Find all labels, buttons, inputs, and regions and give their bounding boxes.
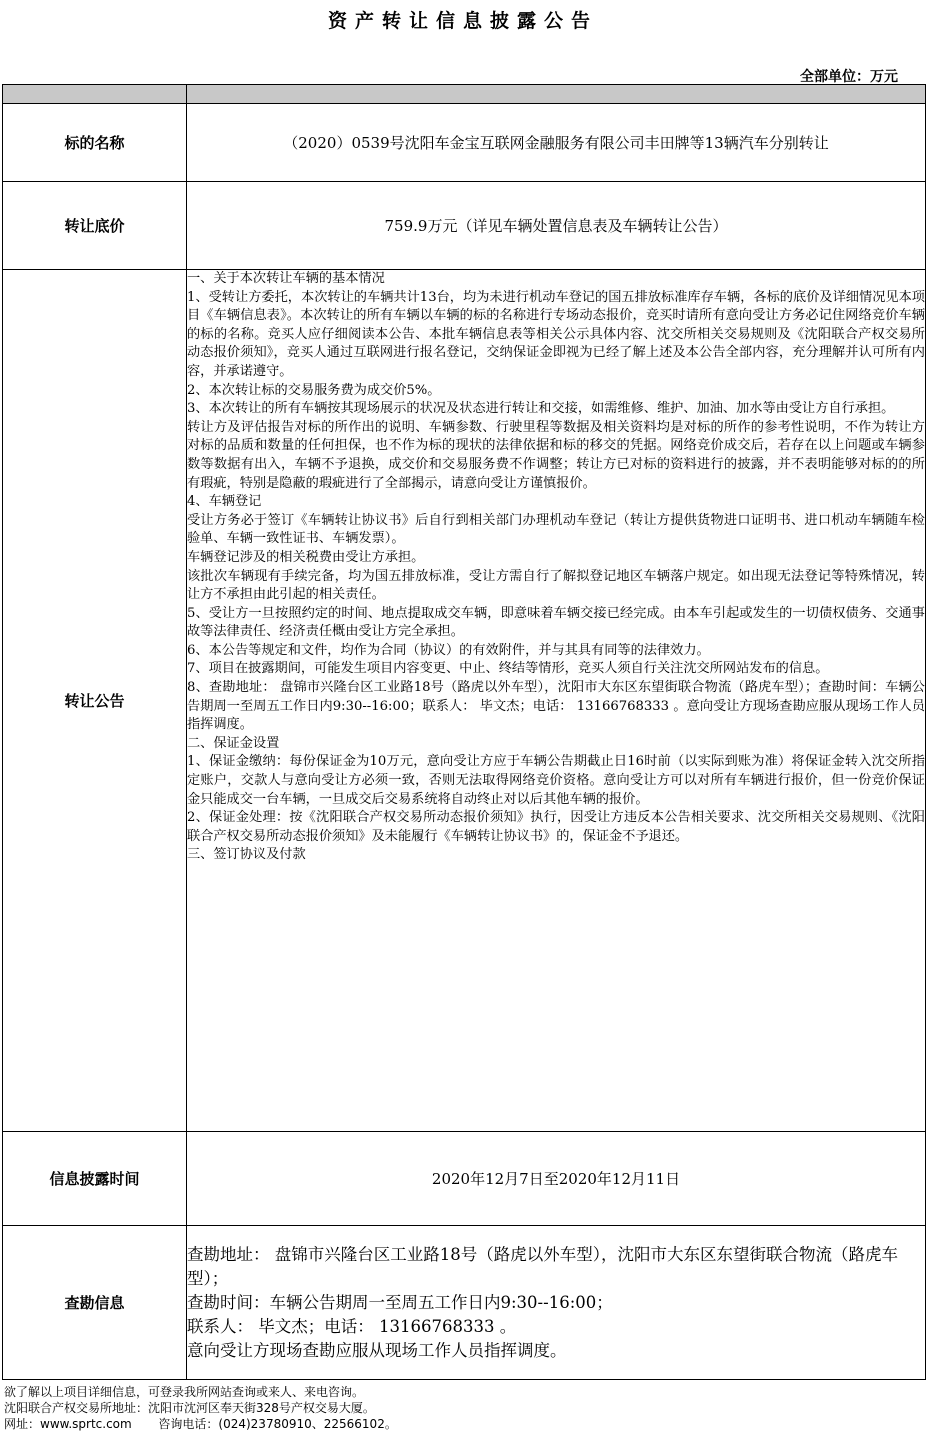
transfer-notice-label: 转让公告 <box>3 270 187 1132</box>
row-subject-name <box>3 104 926 182</box>
disclosure-time-value: 2020年12月7日至2020年12月11日 <box>187 1132 926 1226</box>
notice-paragraph: 6、本公告等规定和文件，均作为合同（协议）的有效附件，并与其具有同等的法律效力。 <box>187 642 710 658</box>
notice-paragraph: 2、保证金处理：按《沈阳联合产权交易所动态报价须知》执行，因受让方违反本公告相关要求、沈交所相关交易规则、《沈阳联合产权交易所动态报价须知》及未能履行《车辆转让协议书》的，保证金不予退还。 <box>187 810 925 844</box>
info-table <box>2 84 926 1380</box>
inspection-info-label: 查勘信息 <box>3 1226 187 1380</box>
reserve-price-label: 转让底价 <box>3 182 187 270</box>
notice-paragraph: 5、受让方一旦按照约定的时间、地点提取成交车辆，即意味着车辆交接已经完成。由本车引起或发生的一切债权债务、交通事故等法律责任、经济责任概由受让方完全承担。 <box>187 605 925 640</box>
notice-paragraph: 转让方及评估报告对标的所作出的说明、车辆参数、行驶里程等数据及相关资料均是对标的所作的参考性说明，不作为转让方对标的品质和数量的任何担保，也不作为标的现状的法律依据和标的移交的凭据。网络竞价成交后，若存在以上问题或车辆参数等数据有出入，车辆不予退换，成交价和交易服务费不作调整；转让方已对标的资料进行的披露，并不表明能够对标的的所有瑕疵，特别是隐蔽的瑕疵进行了全部揭示，请意向受让方谨慎报价。 <box>187 419 925 491</box>
notice-paragraph: 3、本次转让的所有车辆按其现场展示的状况及状态进行转让和交接，如需维修、维护、加油、加水等由受让方自行承担。 <box>187 401 895 417</box>
inspection-address: 查勘地址： 盘锦市兴隆台区工业路18号（路虎以外车型），沈阳市大东区东望街联合物流（路虎车型）； <box>187 1244 898 1288</box>
notice-paragraph: 2、本次转让标的交易服务费为成交价5%。 <box>187 382 441 398</box>
row-reserve-price <box>3 182 926 270</box>
subject-name-label: 标的名称 <box>3 104 187 182</box>
footer-line-inquiry: 欲了解以上项目详细信息，可登录我所网站查询或来人、来电咨询。 <box>4 1385 365 1399</box>
page-title: 资产转让信息披露公告 <box>327 10 598 32</box>
notice-paragraph: 一、关于本次转让车辆的基本情况 <box>187 271 385 286</box>
notice-paragraph: 1、受转让方委托，本次转让的车辆共计13台，均为未进行机动车登记的国五排放标准库存车辆，各标的底价及详细情况见本项目《车辆信息表》。本次转让的所有车辆以车辆的标的名称进行专场动态报价，竞买时请所有意向受让方务必记住网络竞价车辆的标的名称。竞买人应仔细阅读本公告、本批车辆信息表等相关公示具体内容、沈交所相关交易规则及《沈阳联合产权交易所动态报价须知》，竞买人通过互联网进行报名登记，交纳保证金即视为已经了解上述及本公告全部内容，充分理解并认可所有内容，并承诺遵守。 <box>187 289 925 379</box>
notice-paragraph: 该批次车辆现有手续完备，均为国五排放标准，受让方需自行了解拟登记地区车辆落户规定。如出现无法登记等特殊情况，转让方不承担由此引起的相关责任。 <box>187 568 925 603</box>
reserve-price-value: 759.9万元（详见车辆处置信息表及车辆转让公告） <box>187 182 926 270</box>
header-cell-right <box>187 85 926 104</box>
notice-paragraph: 7、项目在披露期间，可能发生项目内容变更、中止、终结等情形，竞买人须自行关注沈交所网站发布的信息。 <box>187 661 829 677</box>
notice-paragraph: 1、保证金缴纳：每份保证金为10万元，意向受让方应于车辆公告期截止日16时前（以实际到账为准）将保证金转入沈交所指定账户，交款人与意向受让方必须一致，否则无法取得网络竞价资格。意向受让方可以对所有车辆进行报价，但一份竞价保证金只能成交一台车辆，一旦成交后交易系统将自动终止对以后其他车辆的报价。 <box>187 754 925 807</box>
unit-note: 全部单位：万元 <box>800 69 898 85</box>
transfer-notice-content <box>187 270 926 1132</box>
inspection-time: 查勘时间：车辆公告期周一至周五工作日内9:30--16:00； <box>187 1292 613 1312</box>
row-transfer-notice <box>3 270 926 1132</box>
footer-line-address: 沈阳联合产权交易所地址：沈阳市沈河区奉天街328号产权交易大厦。 <box>4 1401 375 1415</box>
header-cell-left <box>3 85 187 104</box>
footer-line-website: 网址：www.sprtc.com 咨询电话：(024)23780910、22566102。 <box>4 1417 397 1431</box>
subject-name-value: （2020）0539号沈阳车金宝互联网金融服务有限公司丰田牌等13辆汽车分别转让 <box>187 104 926 182</box>
row-disclosure-time <box>3 1132 926 1226</box>
inspection-contact: 联系人： 毕文杰；电话： 13166768333 。 <box>187 1316 517 1336</box>
notice-paragraph: 三、签订协议及付款 <box>187 847 306 863</box>
notice-paragraph: 车辆登记涉及的相关税费由受让方承担。 <box>187 549 425 565</box>
row-inspection-info <box>3 1226 926 1380</box>
notice-paragraph: 受让方务必于签订《车辆转让协议书》后自行到相关部门办理机动车登记（转让方提供货物进口证明书、进口机动车辆随车检验单、车辆一致性证书、车辆发票）。 <box>187 512 925 547</box>
inspection-note: 意向受让方现场查勘应服从现场工作人员指挥调度。 <box>187 1340 567 1360</box>
notice-paragraph: 8、查勘地址： 盘锦市兴隆台区工业路18号（路虎以外车型），沈阳市大东区东望街联合物流（路虎车型）；查勘时间：车辆公告期周一至周五工作日内9:30--16:00；联系人： 毕文杰；电话： 13166768333 。意向受让方现场查勘应服从现场工作人员指挥调度。 <box>187 680 925 733</box>
footer-notes <box>4 1384 397 1432</box>
inspection-info-content <box>187 1226 926 1380</box>
notice-paragraph: 4、车辆登记 <box>187 494 262 510</box>
table-header-row <box>3 85 926 104</box>
notice-paragraph: 二、保证金设置 <box>187 735 280 751</box>
disclosure-time-label: 信息披露时间 <box>3 1132 187 1226</box>
